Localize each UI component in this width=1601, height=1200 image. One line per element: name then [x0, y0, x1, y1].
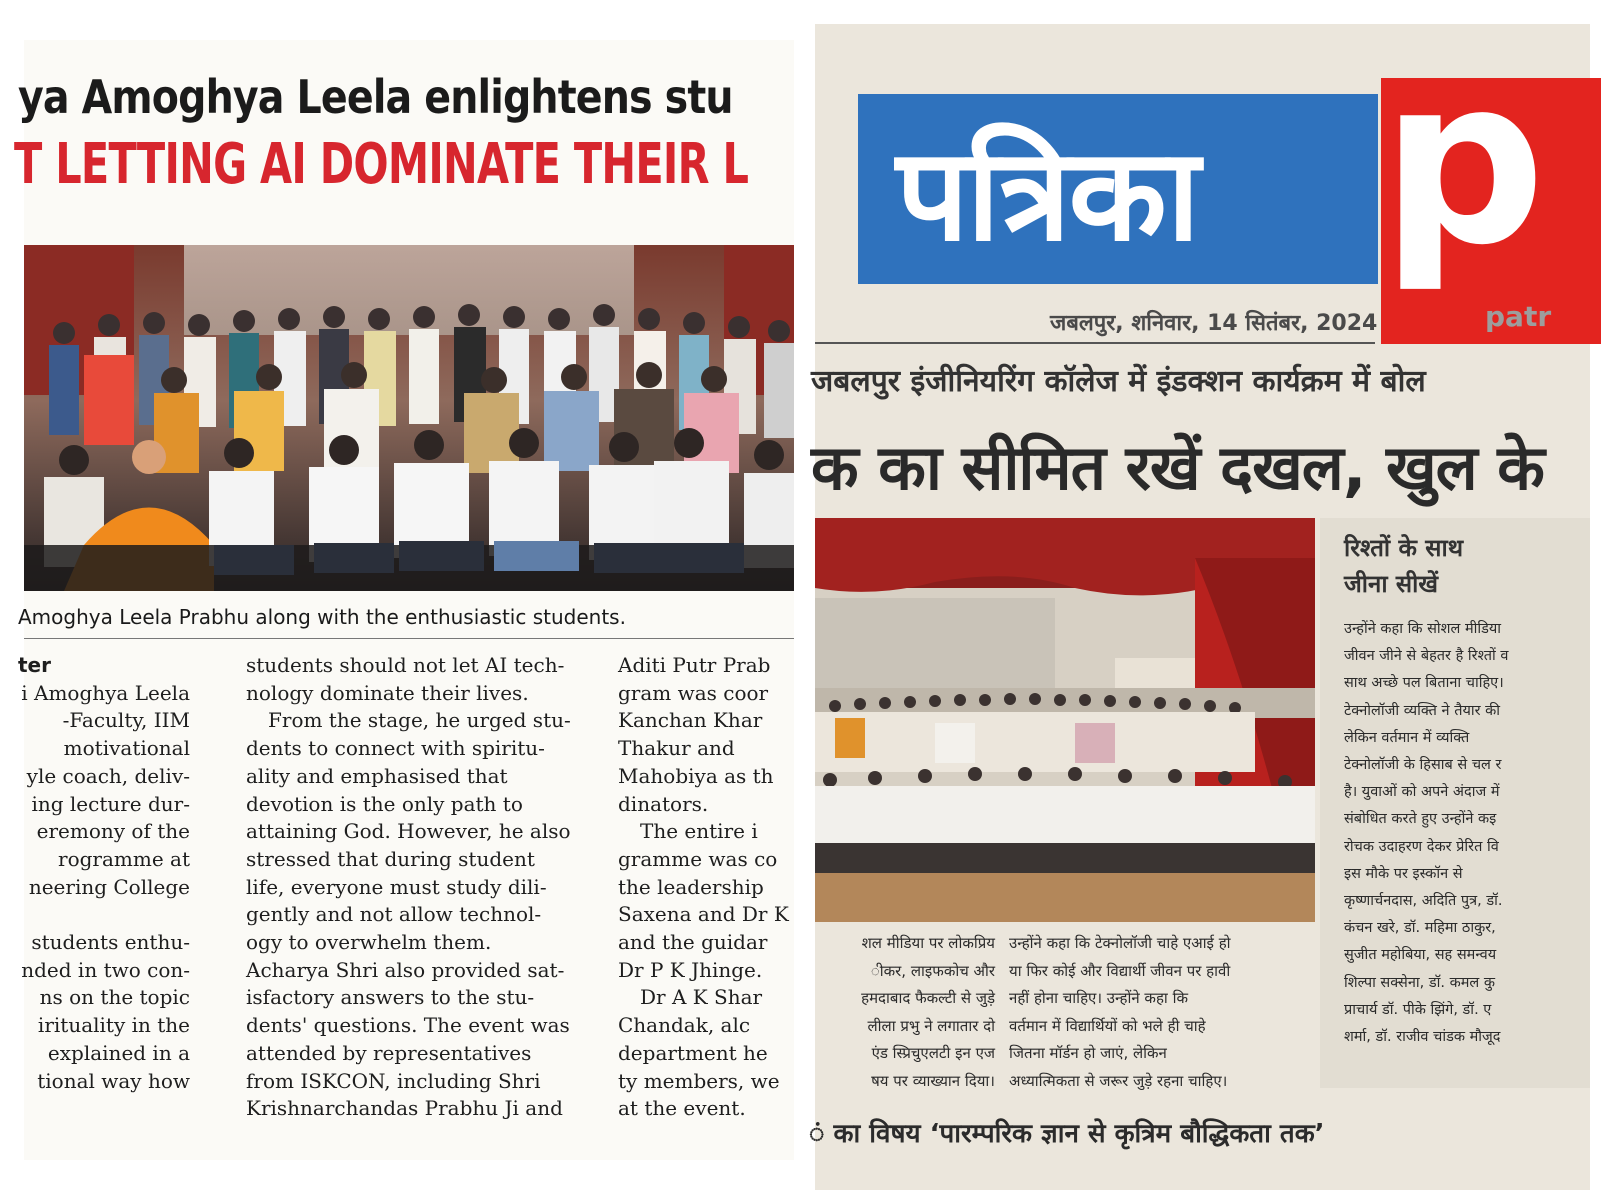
- masthead-logo-letter: p: [1381, 29, 1546, 296]
- photo-caption: Amoghya Leela Prabhu along with the enthusiastic students.: [18, 605, 626, 629]
- text-line: कंचन खरे, डॉ. महिमा ठाकुर,: [1344, 920, 1496, 937]
- sidebar-body: [1344, 616, 1590, 1051]
- text-line: [18, 901, 190, 929]
- text-line: कृष्णार्चनदास, अदिति पुत्र, डॉ.: [1344, 893, 1503, 910]
- text-line: life, everyone must study dili-: [246, 874, 547, 899]
- headline-line-1: ya Amoghya Leela enlightens stu: [18, 70, 733, 124]
- text-line: nology dominate their lives.: [246, 680, 529, 705]
- text-line: Saxena and Dr K: [618, 902, 789, 927]
- sidebar-title: [1344, 530, 1463, 602]
- text-line: षय पर व्याख्यान दिया।: [871, 1071, 995, 1090]
- masthead-title: पत्रिका: [896, 121, 1198, 270]
- text-line: students should not let AI tech-: [246, 653, 565, 677]
- text-line: Chandak, alc: [618, 1013, 751, 1038]
- text-line: irituality in the: [37, 1013, 190, 1038]
- article-column-2: [246, 652, 571, 1123]
- sidebar-title-line: रिश्तों के साथ: [1344, 534, 1464, 562]
- text-line: Acharya Shri also provided sat-: [246, 957, 565, 982]
- group-photo: [24, 245, 794, 591]
- text-line: Thakur and: [618, 736, 735, 761]
- text-line: The entire i: [640, 819, 758, 844]
- text-line: at the event.: [618, 1096, 746, 1121]
- text-line: Aditi Putr Prab: [618, 653, 771, 677]
- text-line: Dr P K Jhinge.: [618, 957, 763, 982]
- divider: [815, 342, 1375, 344]
- text-line: dents to connect with spiritu-: [246, 736, 545, 761]
- text-line: the leadership: [618, 874, 764, 899]
- text-line: संबोधित करते हुए उन्होंने कइ: [1344, 811, 1497, 828]
- text-line: ns on the topic: [39, 985, 190, 1010]
- text-line: है। युवाओं को अपने अंदाज में: [1344, 784, 1500, 801]
- text-line: शर्मा, डॉ. राजीव चांडक मौजूद: [1344, 1029, 1501, 1046]
- text-line: लेकिन वर्तमान में व्यक्ति: [1344, 729, 1470, 746]
- text-line: शल मीडिया पर लोकप्रिय: [861, 934, 995, 952]
- text-line: tional way how: [37, 1068, 190, 1093]
- article-column-3: [618, 652, 794, 1123]
- text-line: प्राचार्य डॉ. पीके झिंगे, डॉ. ए: [1344, 1001, 1492, 1018]
- text-line: ogy to overwhelm them.: [246, 930, 492, 955]
- text-line: ty members, we: [618, 1068, 780, 1093]
- text-line: ीकर, लाइफकोच और: [870, 961, 995, 980]
- text-line: explained in a: [47, 1040, 190, 1065]
- text-line: टेक्नोलॉजी व्यक्ति ने तैयार की: [1344, 702, 1501, 719]
- text-line: Krishnarchandas Prabhu Ji and: [246, 1096, 563, 1121]
- headline: क का सीमित रखें दखल, खुल के: [811, 431, 1544, 504]
- text-line: devotion is the only path to: [246, 791, 523, 816]
- text-line: एंड स्प्रिचुएलटी इन एज: [871, 1044, 995, 1062]
- text-line: साथ अच्छे पल बिताना चाहिए।: [1344, 675, 1504, 692]
- hindi-column-1: [809, 930, 995, 1095]
- text-line: -Faculty, IIM: [62, 708, 190, 733]
- text-line: Kanchan Khar: [618, 708, 763, 733]
- text-line: उन्होंने कहा कि सोशल मीडिया: [1344, 621, 1502, 637]
- bottom-subhead: ं का विषय ‘पारम्परिक ज्ञान से कृत्रिम बौद्धिकता तक’: [809, 1119, 1325, 1149]
- hindi-column-2: [1009, 930, 1309, 1095]
- text-line: लीला प्रभु ने लगातार दो: [867, 1016, 995, 1035]
- text-line: yle coach, deliv-: [26, 763, 190, 788]
- text-line: उन्होंने कहा कि टेक्नोलॉजी चाहे एआई हो: [1009, 934, 1231, 952]
- text-line: या फिर कोई और विद्यार्थी जीवन पर हावी: [1009, 961, 1231, 980]
- text-line: dents' questions. The event was: [246, 1013, 570, 1038]
- byline: ter: [18, 653, 51, 677]
- text-line: attended by representatives: [246, 1040, 532, 1065]
- text-line: ing lecture dur-: [31, 791, 190, 816]
- text-line: motivational: [63, 736, 190, 761]
- text-line: Dr A K Shar: [640, 985, 763, 1010]
- article-column-1: [18, 652, 190, 1095]
- text-line: सुजीत महोबिया, सह समन्वय: [1344, 947, 1497, 964]
- auditorium-photo: [815, 518, 1315, 922]
- text-line: शिल्पा सक्सेना, डॉ. कमल कु: [1344, 974, 1495, 991]
- text-line: रोचक उदाहरण देकर प्रेरित वि: [1344, 838, 1499, 855]
- headline-line-2: T LETTING AI DOMINATE THEIR L: [14, 132, 749, 197]
- text-line: department he: [618, 1040, 768, 1065]
- text-line: rogramme at: [58, 846, 190, 871]
- text-line: i Amoghya Leela: [21, 680, 190, 705]
- text-line: हमदाबाद फैकल्टी से जुड़े: [861, 989, 995, 1007]
- text-line: neering College: [28, 874, 190, 899]
- dateline: जबलपुर, शनिवार, 14 सितंबर, 2024: [1050, 311, 1378, 336]
- text-line: अध्यात्मिकता से जरूर जुड़े रहना चाहिए।: [1009, 1071, 1228, 1090]
- text-line: ality and emphasised that: [246, 763, 508, 788]
- text-line: gram was coor: [618, 680, 769, 705]
- english-clipping: [14, 40, 794, 1160]
- text-line: attaining God. However, he also: [246, 819, 571, 844]
- text-line: and the guidar: [618, 930, 768, 955]
- masthead-banner: [858, 94, 1378, 284]
- hindi-clipping: [809, 24, 1590, 1190]
- text-line: from ISKCON, including Shri: [246, 1068, 541, 1093]
- masthead-site: patr: [1485, 300, 1552, 333]
- text-line: eremony of the: [36, 819, 190, 844]
- text-line: gently and not allow technol-: [246, 902, 542, 927]
- sidebar-box: [1320, 518, 1590, 1088]
- text-line: नहीं होना चाहिए। उन्होंने कहा कि: [1009, 989, 1188, 1007]
- kicker: जबलपुर इंजीनियरिंग कॉलेज में इंडक्शन कार्यक्रम में बोल: [811, 364, 1426, 399]
- text-line: isfactory answers to the stu-: [246, 985, 535, 1010]
- text-line: nded in two con-: [21, 957, 190, 982]
- text-line: जितना मॉर्डन हो जाएं, लेकिन: [1009, 1044, 1167, 1062]
- text-line: gramme was co: [618, 846, 778, 871]
- text-line: From the stage, he urged stu-: [268, 708, 571, 733]
- text-line: students enthu-: [31, 930, 190, 955]
- text-line: stressed that during student: [246, 846, 535, 871]
- divider: [24, 638, 794, 639]
- text-line: वर्तमान में विद्यार्थियों को भले ही चाहे: [1009, 1016, 1206, 1035]
- text-line: dinators.: [618, 791, 709, 816]
- text-line: जीवन जीने से बेहतर है रिश्तों व: [1344, 648, 1509, 665]
- text-line: टेक्नोलॉजी के हिसाब से चल र: [1344, 757, 1502, 774]
- sidebar-title-line: जीना सीखें: [1344, 570, 1438, 598]
- text-line: Mahobiya as th: [618, 763, 774, 788]
- text-line: इस मौके पर इस्कॉन से: [1344, 865, 1463, 882]
